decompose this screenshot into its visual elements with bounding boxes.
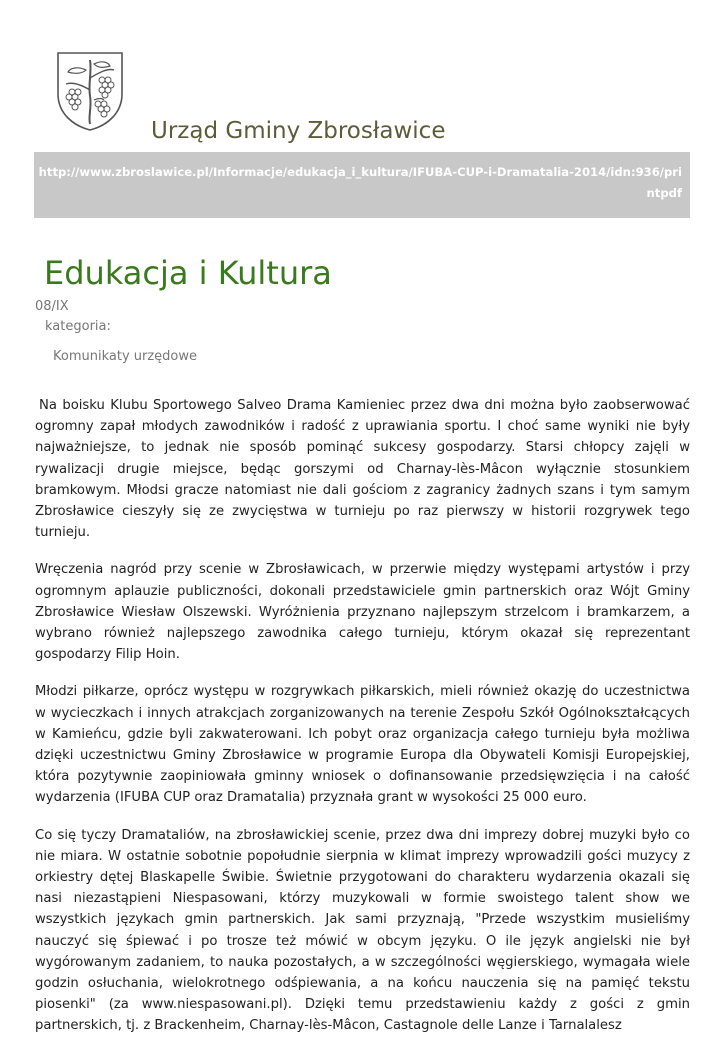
category-value[interactable]: Komunikaty urzędowe (53, 349, 198, 364)
category-label: kategoria: (45, 319, 111, 334)
article-paragraph: Wręczenia nagród przy scenie w Zbrosławicach, w przerwie między występami artystów i przy ogromnym aplauzie publiczności, dokonali przedstawiciele gmin partnerskich oraz Wójt Gminy Zbrosławice Wiesław Olszewski. Wyróżnienia przyznano najlepszym strzelcom i bramkarzem, a wybrano również najlepszego zawodnika całego turnieju, którym okazał się reprezentant gospodarzy Filip Hoin. (35, 562, 690, 663)
article-paragraph: Na boisku Klubu Sportowego Salveo Drama Kamieniec przez dwa dni można było zaobserwować ogromny zapał młodych zawodników i radość z uprawiania sportu. I choć same wyniki nie były najważniejsze, to jednak nie sposób pominąć sukcesy gospodarzy. Starsi chłopcy zajęli w rywalizacji drugie miejsce, będąc gorszymi od Charnay-lès-Mâcon wyłącznie stosunkiem bramkowym. Młodsi gracze natomiast nie dali gościom z zagranicy żadnych szans i tym samym Zbrosławice cieszyły się ze zwycięstwa w turnieju po raz pierwszy w historii rozgrywek tego turnieju. (35, 398, 690, 541)
article-paragraph: Co się tyczy Dramataliów, na zbrosławickiej scenie, przez dwa dni imprezy dobrej muzyki było co nie miara. W ostatnie sobotnie popołudnie sierpnia w klimat imprezy wprowadzili gości muzycy z orkiestry dętej Blaskapelle Świbie. Świetnie przygotowani do charakteru wydarzenia okazali się nasi niezastąpieni Niespasowani, którzy muzykowali w formie swoistego talent show we wszystkich językach gmin partnerskich. Jak sami przyznają, "Przede wszystkim musieliśmy nauczyć się śpiewać i po trosze też mówić w obcym języku. O ile język angielski nie był wygórowanym zadaniem, to nauka pozostałych, a w szczególności węgierskiego, wymagała wiele godzin osłuchania, wielokrotnego odśpiewania, a na końcu nauczenia się na pamięć tekstu piosenki" (za www.niespasowani.pl). Dzięki temu przedstawieniu każdy z gości z gmin partnerskich, tj. z Brackenheim, Charnay-lès-Mâcon, Castagnole delle Lanze i Tarnalalesz (35, 827, 690, 1034)
url-bar (34, 152, 690, 218)
article-body (35, 395, 690, 1053)
page-url[interactable]: http://www.zbroslawice.pl/Informacje/edukacja_i_kultura/IFUBA-CUP-i-Dramatalia-2014/idn:936/printpdf (38, 165, 682, 200)
site-title: Urząd Gminy Zbrosławice (151, 118, 446, 144)
coat-of-arms-logo (54, 50, 126, 132)
page-title: Edukacja i Kultura (44, 254, 332, 292)
article-paragraph: Młodzi piłkarze, oprócz występu w rozgrywkach piłkarskich, mieli również okazję do uczestnictwa w wycieczkach i innych atrakcjach zorganizowanych na terenie Zespołu Szkół Ogólnokształcących w Kamieńcu, gdzie byli zakwaterowani. Ich pobyt oraz organizacja całego turnieju była możliwa dzięki uczestnictwu Gminy Zbrosławice w programie Europa dla Obywateli Komisji Europejskiej, która pozytywnie zaopiniowała gminny wniosek o dofinansowanie przedsięwzięcia i na całość wydarzenia (IFUBA CUP oraz Dramatalia) przyznała grant w wysokości 25 000 euro. (35, 684, 690, 806)
article-date: 08/IX (35, 299, 69, 314)
